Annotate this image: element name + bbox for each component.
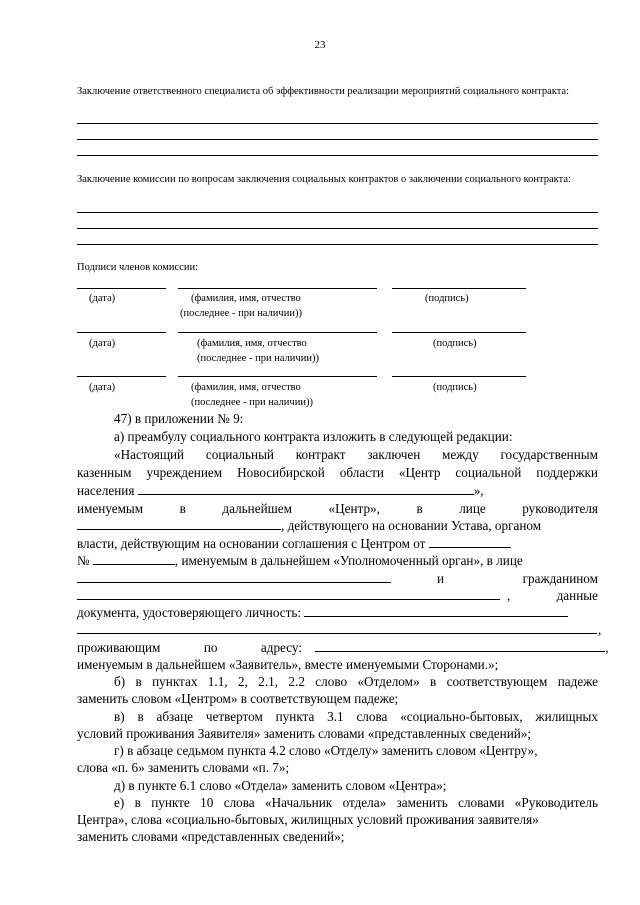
preamble-text: , данные: [507, 588, 598, 603]
preamble-text: документа, удостоверяющего личность:: [77, 605, 302, 620]
preamble-line: [77, 517, 598, 534]
date-line: [77, 288, 166, 289]
conclusion-commission-text: Заключение комиссии по вопросам заключения социальных контрактов о заключении социального контракта:: [77, 174, 571, 185]
date-caption: (дата): [89, 338, 116, 349]
date-line: [77, 376, 166, 377]
blank-field: [77, 587, 500, 600]
preamble-text: ,: [598, 622, 602, 637]
item-f-cont: Центра», слова «социально-бытовых, жилищных условий проживания заявителя»: [77, 812, 539, 827]
item-b-cont: заменить словом «Центром» в соответствующем падеже;: [77, 691, 399, 706]
blank-field: [93, 552, 175, 565]
blank-field: [315, 639, 605, 652]
preamble-line: «Настоящий социальный контракт заключен между государственным: [114, 447, 598, 462]
preamble-line: [77, 552, 598, 569]
preamble-line: казенным учреждением Новосибирской области «Центр социальной поддержки: [77, 465, 598, 480]
signatures-label: Подписи членов комиссии:: [77, 262, 199, 273]
name-line: [178, 332, 377, 333]
preamble-text: проживающим по адресу:: [77, 640, 302, 655]
preamble-line: именуемым в дальнейшем «Центр», в лице руководителя: [77, 501, 598, 516]
preamble-line: [77, 604, 598, 621]
blank-line: [77, 139, 598, 140]
signature-caption: (подпись): [425, 293, 469, 304]
item-b: б) в пунктах 1.1, 2, 2.1, 2.2 слово «Отделом» в соответствующем падеже: [114, 674, 598, 689]
blank-field: [304, 604, 568, 617]
preamble-line: [77, 621, 602, 638]
blank-line: [77, 212, 598, 213]
preamble-line: [77, 535, 598, 552]
preamble-line: [77, 482, 598, 499]
blank-field: [138, 482, 474, 495]
preamble-text: и гражданином: [437, 571, 598, 586]
signature-line: [392, 332, 526, 333]
preamble-text: №: [77, 553, 90, 568]
preamble-line: [77, 587, 598, 604]
preamble-text: »,: [473, 483, 484, 498]
item-c: в) в абзаце четвертом пункта 3.1 слова «социально-бытовых, жилищных: [114, 709, 598, 724]
item-d: г) в абзаце седьмом пункта 4.2 слово «Отделу» заменить словом «Центру»,: [114, 743, 538, 758]
item-47: 47) в приложении № 9:: [114, 411, 244, 426]
preamble-text: ,: [605, 640, 609, 655]
blank-line: [77, 123, 598, 124]
blank-field: [77, 621, 597, 634]
preamble-line: именуемым в дальнейшем «Заявитель», вместе именуемыми Сторонами.»;: [77, 657, 499, 672]
name-caption-note: (последнее - при наличии)): [191, 397, 313, 408]
name-line: [178, 376, 377, 377]
preamble-line: [77, 639, 609, 656]
name-caption: (фамилия, имя, отчество: [191, 382, 301, 393]
date-caption: (дата): [89, 293, 116, 304]
name-caption-note: (последнее - при наличии)): [180, 308, 302, 319]
preamble-text: населения: [77, 483, 135, 498]
page-number: 23: [314, 39, 326, 51]
preamble-text: , действующего на основании Устава, органом: [281, 518, 542, 533]
name-caption-note: (последнее - при наличии)): [197, 353, 319, 364]
name-line: [178, 288, 377, 289]
blank-field: [429, 535, 511, 548]
name-caption: (фамилия, имя, отчество: [197, 338, 307, 349]
signature-caption: (подпись): [433, 382, 477, 393]
signature-line: [392, 376, 526, 377]
blank-field: [77, 517, 281, 530]
signature-line: [392, 288, 526, 289]
preamble-text: , именуемым в дальнейшем «Уполномоченный орган», в лице: [174, 553, 523, 568]
blank-line: [77, 244, 598, 245]
conclusion-specialist-text: Заключение ответственного специалиста об эффективности реализации мероприятий социального контракта:: [77, 86, 569, 97]
item-f: е) в пункте 10 слова «Начальник отдела» заменить словами «Руководитель: [114, 795, 598, 810]
item-c-cont: условий проживания Заявителя» заменить словами «представленных сведений»;: [77, 726, 532, 741]
date-line: [77, 332, 166, 333]
item-e: д) в пункте 6.1 слово «Отдела» заменить словом «Центра»;: [114, 778, 447, 793]
date-caption: (дата): [89, 382, 116, 393]
blank-field: [77, 570, 391, 583]
preamble-text: власти, действующим на основании соглашения с Центром от: [77, 536, 426, 551]
blank-line: [77, 155, 598, 156]
item-a: а) преамбулу социального контракта изложить в следующей редакции:: [114, 429, 513, 444]
signature-caption: (подпись): [433, 338, 477, 349]
item-f-cont: заменить словами «представленных сведений»;: [77, 829, 345, 844]
name-caption: (фамилия, имя, отчество: [191, 293, 301, 304]
blank-line: [77, 228, 598, 229]
item-d-cont: слова «п. 6» заменить словами «п. 7»;: [77, 760, 290, 775]
preamble-line: [77, 570, 598, 587]
